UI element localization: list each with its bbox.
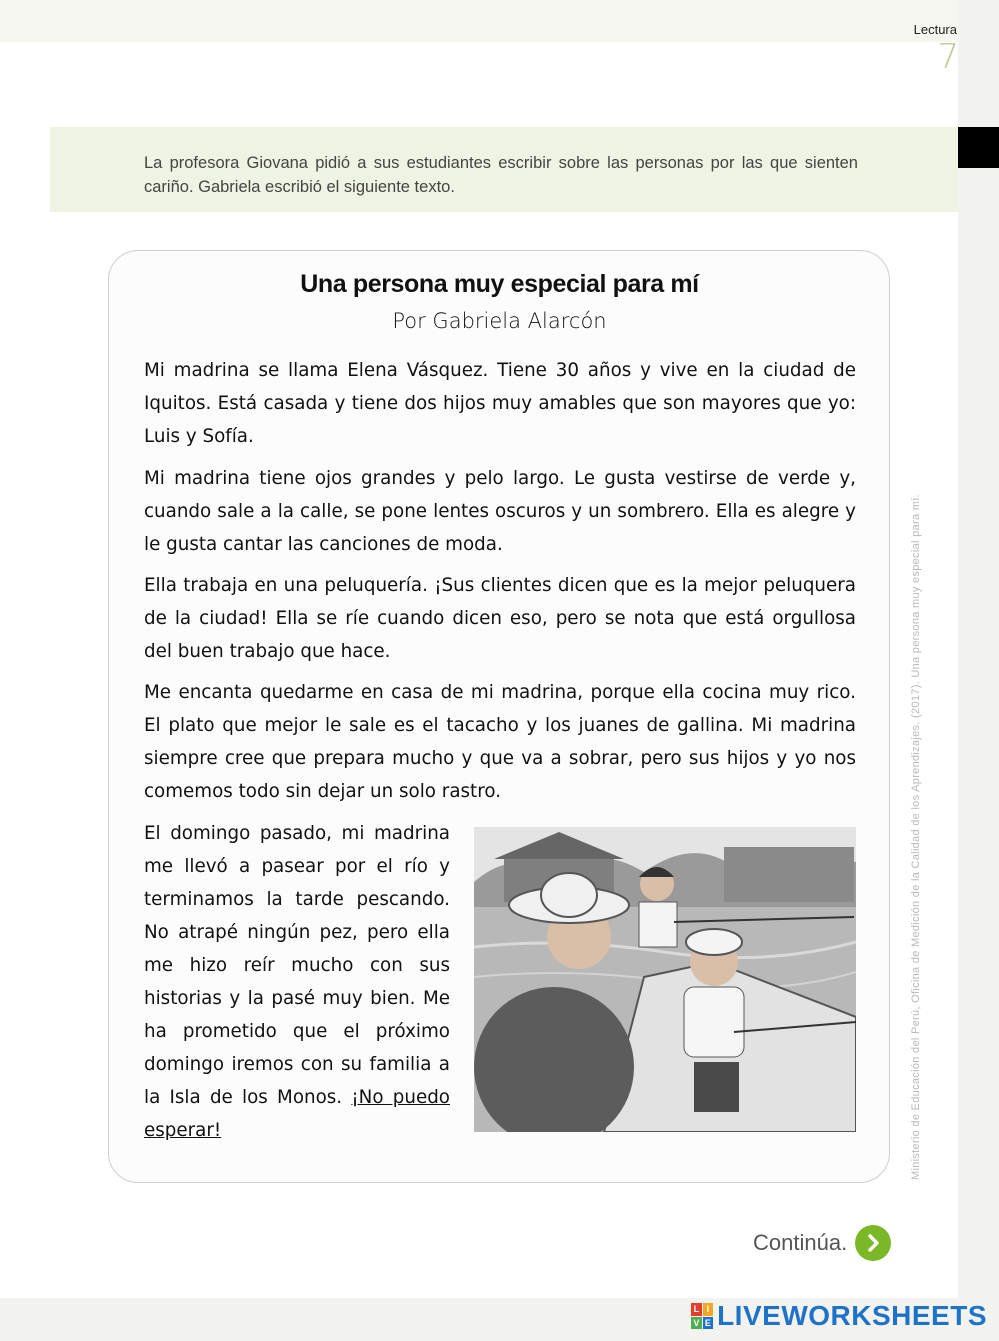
story-paragraph-4: Me encanta quedarme en casa de mi madrina, porque ella cocina muy rico. El plato que mejor le sale es el tacacho y los juanes de gallina. Mi madrina siempre cree que prepara mucho y que va a sobrar, pero sus hijos y yo nos comemos todo sin dejar un solo rastro. [144, 682, 856, 802]
liveworksheets-logo-icon: L I V E [691, 1303, 713, 1329]
intro-text: La profesora Giovana pidió a sus estudiantes escribir sobre las personas por las que sienten cariño. Gabriela escribió el siguiente texto. [144, 154, 858, 196]
source-credit: Ministerio de Educación del Perú, Oficina de Medición de la Calidad de los Aprendizajes. (2017). Una persona muy especial para mí. [910, 494, 922, 1180]
reading-number: 7 [937, 37, 959, 77]
top-band [0, 0, 999, 42]
section-label: Lectura [913, 22, 957, 37]
illustration-drawing [474, 827, 856, 1132]
continue-button[interactable] [753, 1225, 891, 1261]
intro-box [50, 127, 958, 212]
paragraph-5-text: El domingo pasado, mi madrina me llevó a pasear por el río y terminamos la tarde pescando. No atrapé ningún pez, pero ella me hizo reír mucho con sus historias y la pasé muy bien. Me ha prometido que el próximo domingo iremos con su familia a la Isla de los Monos. [144, 823, 450, 1108]
underlined-phrase: ¡No puedo esperar! [144, 1087, 450, 1141]
continue-label: Continúa. [753, 1230, 848, 1255]
story-paragraph-5 [144, 817, 450, 1147]
chevron-right-icon[interactable] [855, 1225, 891, 1261]
story-paragraph-3: Ella trabaja en una peluquería. ¡Sus clientes dicen que es la mejor peluquera de la ciudad! Ella se ríe cuando dicen eso, pero se nota que está orgullosa del buen trabajo que hace. [144, 575, 856, 662]
liveworksheets-brand[interactable] [691, 1300, 987, 1332]
story-title: Una persona muy especial para mí [300, 270, 699, 298]
brand-name: LIVEWORKSHEETS [717, 1300, 987, 1331]
fishing-illustration [474, 827, 856, 1132]
right-margin-strip [958, 0, 999, 1341]
story-paragraph-1: Mi madrina se llama Elena Vásquez. Tiene 30 años y vive en la ciudad de Iquitos. Está casada y tiene dos hijos muy amables que son mayores que yo: Luis y Sofía. [144, 360, 856, 447]
story-author: Por Gabriela Alarcón [392, 309, 607, 333]
story-paragraph-2: Mi madrina tiene ojos grandes y pelo largo. Le gusta vestirse de verde y, cuando sale a la calle, se pone lentes oscuros y un sombrero. Ella es alegre y le gusta cantar las canciones de moda. [144, 468, 856, 555]
section-tab-marker [958, 127, 999, 168]
